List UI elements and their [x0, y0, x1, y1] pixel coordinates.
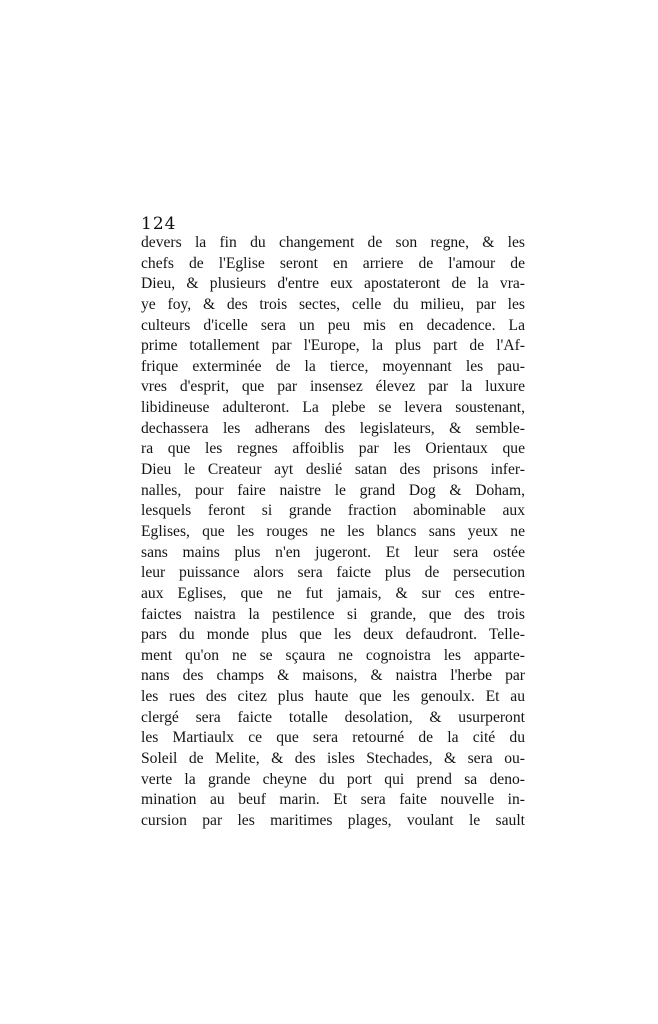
text-line: ye foy, & des trois sectes, celle du milieu, par les [141, 295, 525, 313]
text-line: prime totallement par l'Europe, la plus part de l'Af- [141, 337, 525, 355]
text-line: culteurs d'icelle sera un peu mis en decadence. La [141, 316, 525, 334]
text-line: libidineuse adulteront. La plebe se levera soustenant, [141, 399, 525, 417]
text-line: leur puissance alors sera faicte plus de persecution [141, 564, 525, 582]
text-line: vres d'esprit, que par insensez élevez par la luxure [141, 378, 525, 396]
text-line: mination au beuf marin. Et sera faite nouvelle in- [141, 791, 525, 809]
text-line: sans mains plus n'en jugeront. Et leur sera ostée [141, 543, 525, 561]
text-line: Dieu le Createur ayt deslié satan des prisons infer- [141, 461, 525, 479]
page-number: 124 [141, 214, 177, 234]
text-line: nalles, pour faire naistre le grand Dog & Doham, [141, 481, 525, 499]
text-line: Dieu, & plusieurs d'entre eux apostateront de la vra- [141, 275, 525, 293]
text-line: ment qu'on ne se sçaura ne cognoistra les apparte- [141, 646, 525, 664]
text-line: les rues des citez plus haute que les genoulx. Et au [141, 688, 525, 706]
text-line: ra que les regnes affoiblis par les Orientaux que [141, 440, 525, 458]
text-line: les Martiaulx ce que sera retourné de la cité du [141, 729, 525, 747]
text-line: frique exterminée de la tierce, moyennant les pau- [141, 357, 525, 375]
text-line: verte la grande cheyne du port qui prend sa deno- [141, 770, 525, 788]
text-line: nans des champs & maisons, & naistra l'herbe par [141, 667, 525, 685]
text-line: aux Eglises, que ne fut jamais, & sur ces entre- [141, 584, 525, 602]
text-line: devers la fin du changement de son regne, & les [141, 234, 525, 251]
text-line: faictes naistra la pestilence si grande, que des trois [141, 605, 525, 623]
body-text [141, 233, 525, 832]
text-line: dechassera les adherans des legislateurs, & semble- [141, 419, 525, 437]
text-line: Eglises, que les rouges ne les blancs sans yeux ne [141, 522, 525, 540]
text-line: cursion par les maritimes plages, voulant le sault [141, 811, 525, 829]
text-line: pars du monde plus que les deux defaudront. Telle- [141, 626, 525, 644]
text-line: lesquels feront si grande fraction abominable aux [141, 502, 525, 520]
text-line: chefs de l'Eglise seront en arriere de l'amour de [141, 254, 525, 272]
text-line: Soleil de Melite, & des isles Stechades, & sera ou- [141, 750, 525, 768]
text-line: clergé sera faicte totalle desolation, & usurperont [141, 708, 525, 726]
